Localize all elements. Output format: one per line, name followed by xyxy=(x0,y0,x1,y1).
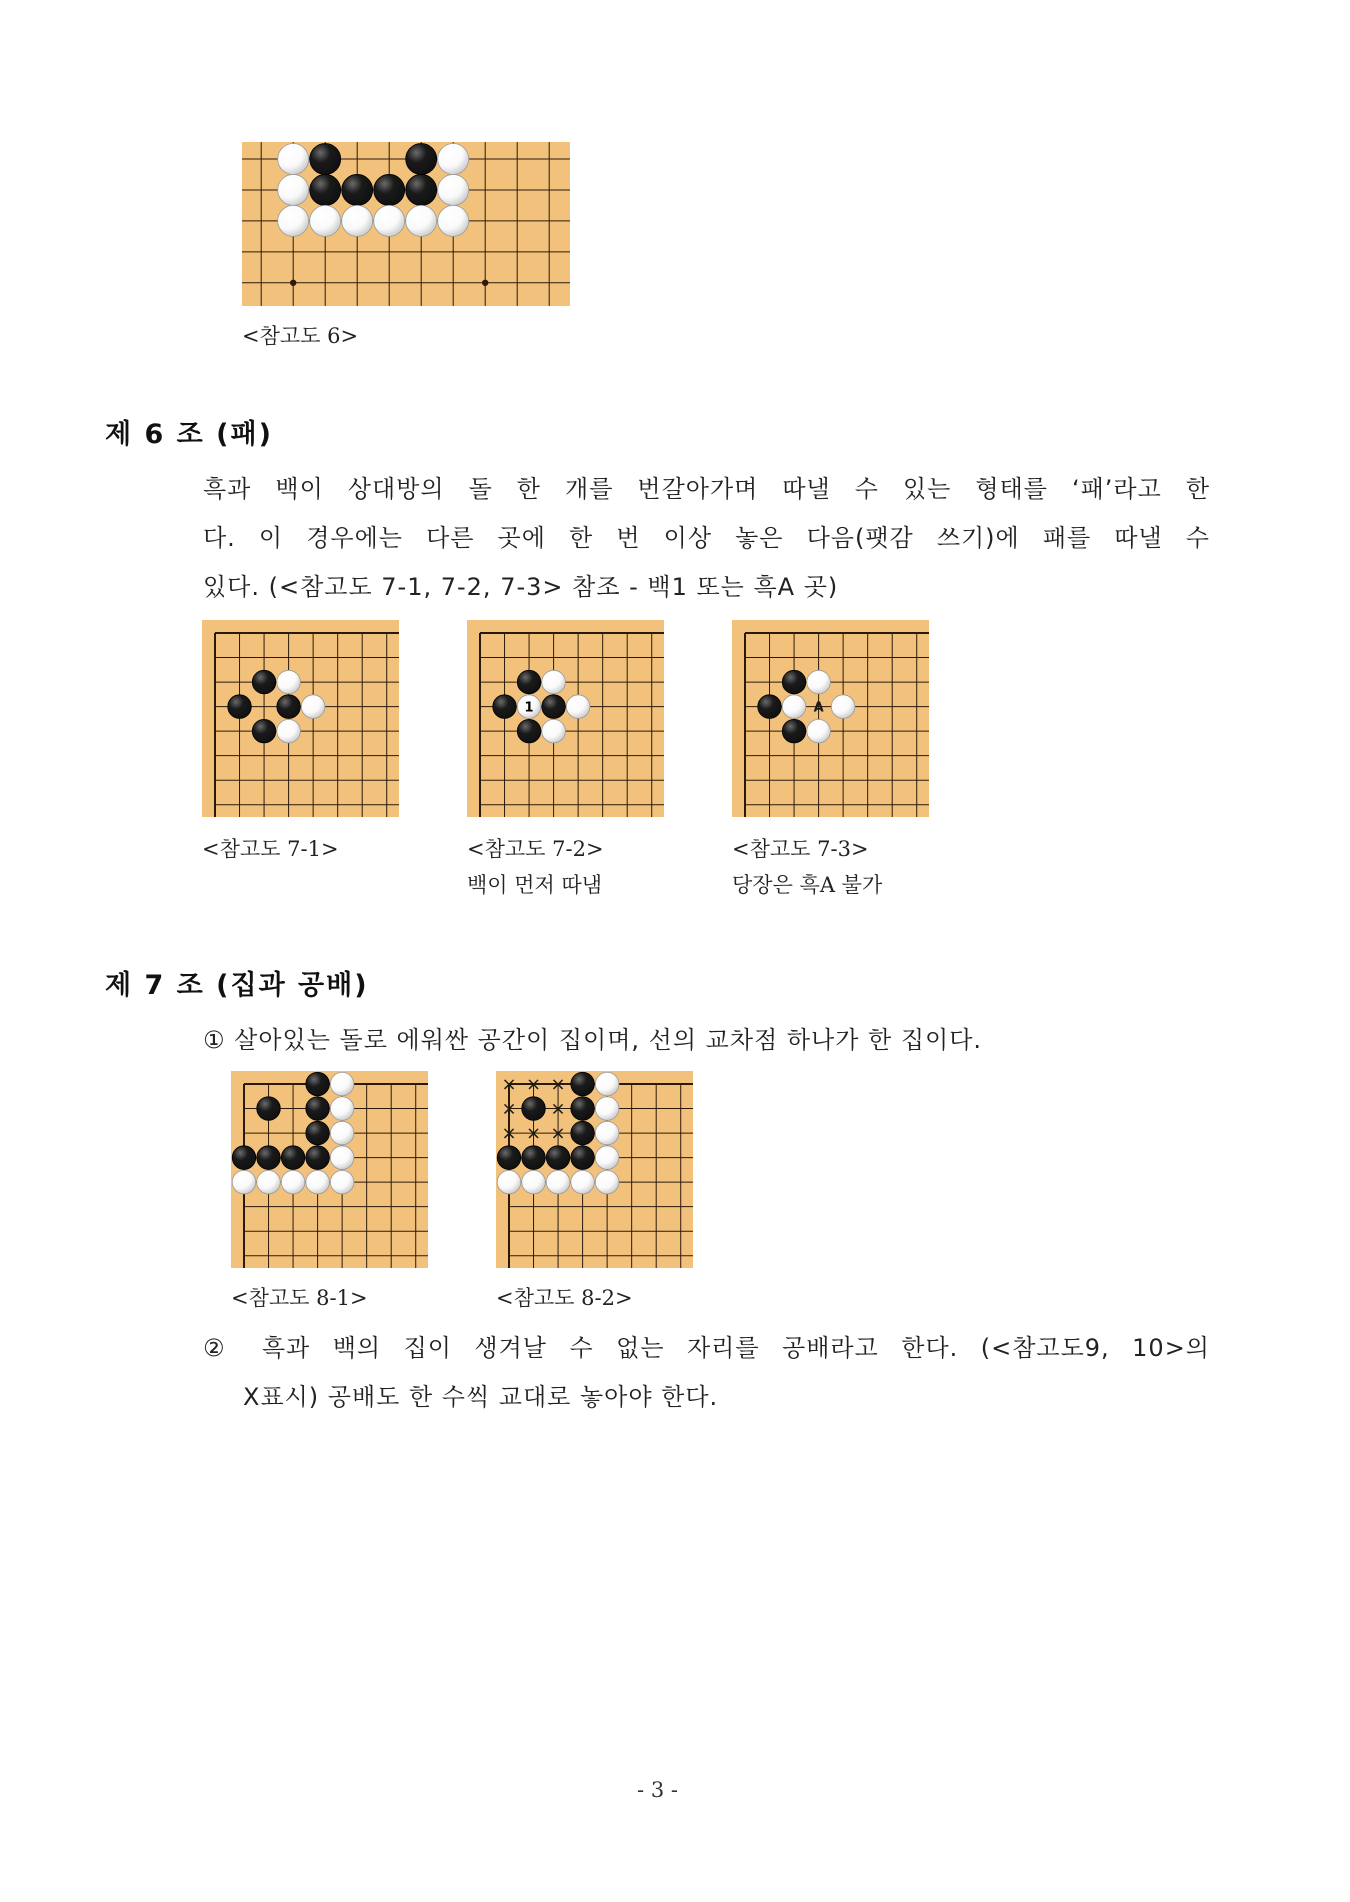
white-stone xyxy=(807,670,831,694)
x-mark: × xyxy=(501,1074,517,1095)
black-stone xyxy=(782,719,806,743)
white-stone xyxy=(232,1170,256,1194)
figure-7-2-subcaption: 백이 먼저 따냄 xyxy=(467,873,603,897)
white-stone xyxy=(546,1170,570,1194)
figure-7-3-caption: <참고도 7-3> xyxy=(732,837,869,861)
figure-8-2-caption: <참고도 8-2> xyxy=(496,1286,633,1310)
figure-6-caption: <참고도 6> xyxy=(242,324,359,348)
black-stone xyxy=(306,1121,330,1145)
hoshi-point xyxy=(482,280,488,286)
article-7-heading: 제 7 조 (집과 공배) xyxy=(105,970,369,1001)
figure-7-1-caption: <참고도 7-1> xyxy=(202,837,339,861)
article-6-heading: 제 6 조 (패) xyxy=(105,419,273,450)
figure-8-1-caption: <참고도 8-1> xyxy=(231,1286,368,1310)
white-stone xyxy=(406,205,437,236)
white-stone xyxy=(306,1170,330,1194)
board-background xyxy=(202,620,399,817)
black-stone xyxy=(281,1146,305,1170)
letter-mark: A xyxy=(813,700,824,716)
white-stone xyxy=(595,1121,619,1145)
white-stone xyxy=(571,1170,595,1194)
black-stone xyxy=(497,1146,521,1170)
go-board-figure-8-2 xyxy=(496,1071,693,1268)
hoshi-point xyxy=(290,280,296,286)
black-stone xyxy=(758,695,782,719)
article-6-paragraph-line-2: 다. 이 경우에는 다른 곳에 한 번 이상 놓은 다음(팻감 쓰기)에 패를 따낼 수 xyxy=(203,524,1210,552)
black-stone xyxy=(252,670,276,694)
article-7-item-2-line-1: ② 흑과 백의 집이 생겨날 수 없는 자리를 공배라고 한다. (<참고도9, 10>의 xyxy=(203,1334,1210,1362)
x-mark: × xyxy=(550,1074,566,1095)
black-stone xyxy=(571,1121,595,1145)
white-stone xyxy=(342,205,373,236)
black-stone xyxy=(406,144,437,175)
go-board-figure-7-1 xyxy=(202,620,399,817)
black-stone xyxy=(306,1146,330,1170)
white-stone xyxy=(301,695,325,719)
black-stone xyxy=(571,1146,595,1170)
x-mark: × xyxy=(550,1098,566,1120)
white-stone xyxy=(831,695,855,719)
white-stone xyxy=(330,1072,354,1096)
white-stone xyxy=(595,1170,619,1194)
white-stone xyxy=(281,1170,305,1194)
black-stone xyxy=(517,719,541,743)
x-mark: × xyxy=(501,1098,517,1120)
x-mark: × xyxy=(525,1074,542,1095)
black-stone xyxy=(252,719,276,743)
white-stone xyxy=(374,205,405,236)
black-stone xyxy=(310,174,341,205)
x-mark: × xyxy=(525,1123,542,1145)
article-7-item-2-line-2: X표시) 공배도 한 수씩 교대로 놓아야 한다. xyxy=(243,1383,719,1411)
article-7-item-1: ① 살아있는 돌로 에워싼 공간이 집이며, 선의 교차점 하나가 한 집이다. xyxy=(203,1026,983,1054)
black-stone xyxy=(517,670,541,694)
white-stone xyxy=(278,174,309,205)
white-stone xyxy=(542,670,566,694)
figure-7-2-caption: <참고도 7-2> xyxy=(467,837,604,861)
white-stone xyxy=(595,1146,619,1170)
white-stone xyxy=(542,719,566,743)
black-stone xyxy=(522,1146,546,1170)
white-stone xyxy=(278,205,309,236)
go-board-figure-8-1 xyxy=(231,1071,428,1268)
black-stone xyxy=(257,1097,281,1121)
white-stone xyxy=(330,1121,354,1145)
black-stone xyxy=(342,174,373,205)
black-stone xyxy=(310,144,341,175)
black-stone xyxy=(546,1146,570,1170)
x-mark: × xyxy=(501,1123,517,1145)
white-stone xyxy=(566,695,590,719)
black-stone xyxy=(306,1072,330,1096)
white-stone xyxy=(522,1170,546,1194)
white-stone xyxy=(438,174,469,205)
black-stone xyxy=(374,174,405,205)
black-stone xyxy=(306,1097,330,1121)
white-stone xyxy=(438,144,469,175)
black-stone xyxy=(493,695,517,719)
black-stone xyxy=(232,1146,256,1170)
black-stone xyxy=(571,1097,595,1121)
black-stone xyxy=(228,695,252,719)
white-stone xyxy=(330,1097,354,1121)
go-board-figure-7-2 xyxy=(467,620,664,817)
board-background xyxy=(732,620,929,817)
white-stone xyxy=(595,1072,619,1096)
black-stone xyxy=(406,174,437,205)
board-background xyxy=(467,620,664,817)
black-stone xyxy=(571,1072,595,1096)
black-stone xyxy=(522,1097,546,1121)
black-stone xyxy=(257,1146,281,1170)
white-stone xyxy=(497,1170,521,1194)
go-board-figure-7-3 xyxy=(732,620,929,817)
stone-label: 1 xyxy=(524,700,534,716)
article-6-paragraph-line-3: 있다. (<참고도 7-1, 7-2, 7-3> 참조 - 백1 또는 흑A 곳) xyxy=(203,573,839,601)
black-stone xyxy=(542,695,566,719)
black-stone xyxy=(277,695,301,719)
white-stone xyxy=(257,1170,281,1194)
white-stone xyxy=(807,719,831,743)
white-stone xyxy=(330,1170,354,1194)
white-stone xyxy=(330,1146,354,1170)
white-stone xyxy=(277,719,301,743)
page-number: - 3 - xyxy=(637,1778,678,1802)
go-board-figure-6 xyxy=(242,142,570,306)
x-mark: × xyxy=(550,1123,566,1145)
white-stone xyxy=(278,144,309,175)
white-stone xyxy=(310,205,341,236)
white-stone xyxy=(595,1097,619,1121)
figure-7-3-subcaption: 당장은 흑A 불가 xyxy=(732,873,883,897)
white-stone xyxy=(277,670,301,694)
article-6-paragraph-line-1: 흑과 백이 상대방의 돌 한 개를 번갈아가며 따낼 수 있는 형태를 ‘패’라고 한 xyxy=(203,475,1210,503)
black-stone xyxy=(782,670,806,694)
white-stone xyxy=(782,695,806,719)
white-stone xyxy=(438,205,469,236)
